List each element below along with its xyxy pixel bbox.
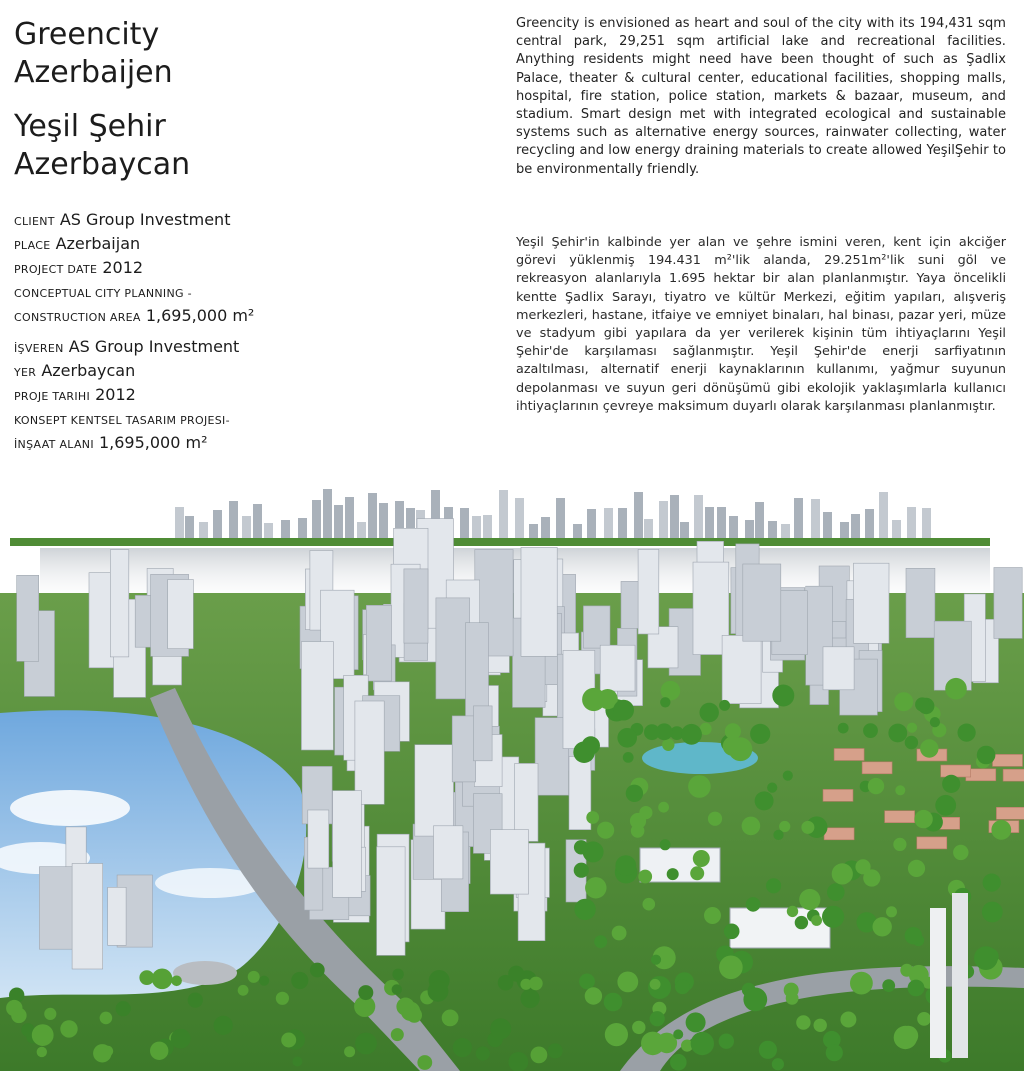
tree: [795, 916, 808, 929]
tree: [905, 736, 918, 749]
tree: [917, 1012, 931, 1026]
skyline-building: [634, 492, 643, 544]
tree: [743, 988, 767, 1012]
tree: [662, 739, 674, 751]
tree: [453, 1038, 472, 1057]
tree: [638, 870, 652, 884]
meta-row-insaat-alani: [14, 432, 354, 456]
tree: [574, 899, 595, 920]
project-title-block: [14, 16, 314, 184]
meta-row-proje-tarihi: [14, 384, 354, 408]
tree: [704, 907, 721, 924]
low-rise-building: [941, 765, 971, 777]
meta-label: KONSEPT KENTSEL TASARIM PROJESI-: [14, 414, 230, 427]
tower-block: [377, 847, 406, 956]
tree: [708, 812, 722, 826]
meta-row-place: [14, 233, 354, 257]
tree: [991, 820, 1011, 840]
tree: [908, 980, 925, 997]
tree: [700, 703, 719, 722]
tree: [152, 969, 173, 990]
tree: [392, 984, 402, 994]
tree: [238, 985, 249, 996]
tree: [358, 985, 373, 1000]
tree: [982, 902, 1003, 923]
tower-block: [108, 887, 126, 945]
tree: [814, 1019, 827, 1032]
tree: [755, 791, 774, 810]
skyline-building: [670, 495, 679, 544]
tower-block: [436, 598, 470, 699]
tower-block: [521, 547, 557, 656]
tower-block: [301, 642, 333, 750]
meta-value: 2012: [102, 258, 144, 277]
tree: [759, 1041, 777, 1059]
tree: [490, 1018, 511, 1039]
tree: [882, 979, 895, 992]
tower-block: [823, 647, 854, 690]
tree: [953, 845, 968, 860]
tree: [977, 746, 996, 765]
tree: [644, 724, 660, 740]
tree: [623, 752, 634, 763]
skyline-building: [379, 503, 388, 544]
tree: [171, 976, 182, 987]
tower-block: [404, 569, 428, 643]
skyline-building: [229, 501, 238, 544]
title-en-line2: Azerbaijen: [14, 55, 173, 90]
tree: [915, 697, 929, 711]
skyline-building: [312, 500, 321, 544]
tower-block: [994, 568, 1022, 639]
tower-block: [168, 580, 194, 649]
tree: [693, 850, 710, 867]
tree: [681, 724, 702, 745]
tree: [888, 724, 907, 743]
skyline-building: [811, 499, 820, 544]
tree: [139, 970, 154, 985]
meta-label: İNŞAAT ALANI: [14, 438, 94, 451]
tree: [529, 977, 543, 991]
tree: [579, 974, 595, 990]
tree: [442, 1010, 459, 1027]
tree: [582, 736, 600, 754]
tree: [787, 906, 798, 917]
tree: [660, 839, 671, 850]
low-rise-building: [917, 837, 947, 849]
tower-block: [474, 706, 493, 761]
tree: [686, 1012, 706, 1032]
title-en-line1: Greencity: [14, 17, 160, 52]
meta-row-konsept: [14, 408, 354, 432]
project-title-tr: [14, 108, 314, 184]
tree: [615, 855, 636, 876]
meta-label: PROJE TARIHI: [14, 390, 91, 403]
tree: [60, 1020, 77, 1037]
tree: [670, 1054, 687, 1071]
tree: [508, 1052, 528, 1071]
meta-row-project-date: [14, 257, 354, 281]
skyline-building: [755, 502, 764, 544]
tree: [259, 976, 269, 986]
meta-label: YER: [14, 366, 37, 379]
tree: [675, 979, 690, 994]
meta-label: CONCEPTUAL CITY PLANNING -: [14, 287, 192, 300]
skyline-building: [879, 492, 888, 544]
tower-block: [854, 563, 890, 643]
tree: [276, 992, 289, 1005]
project-title-en: [14, 16, 314, 92]
tree: [840, 1012, 856, 1028]
tree: [930, 717, 940, 727]
tower-block: [600, 645, 635, 691]
tree: [617, 972, 638, 993]
title-tr-line2: Azerbaycan: [14, 147, 191, 182]
tree: [214, 1016, 233, 1035]
tree: [407, 1007, 422, 1022]
tree: [171, 1029, 191, 1049]
tree: [898, 1026, 918, 1046]
tree: [291, 972, 308, 989]
tree: [784, 983, 799, 998]
tree: [37, 1047, 47, 1057]
tree: [691, 1032, 714, 1055]
tree: [631, 824, 645, 838]
skyline-building: [323, 489, 332, 544]
tree: [873, 917, 892, 936]
tree: [594, 935, 607, 948]
tree: [292, 1057, 302, 1067]
tree: [742, 817, 761, 836]
tree: [905, 927, 922, 944]
meta-value: Azerbaycan: [41, 361, 136, 380]
tree: [585, 877, 606, 898]
meta-value: 2012: [95, 385, 136, 404]
roundabout: [173, 961, 237, 985]
tree: [651, 955, 661, 965]
tree: [574, 863, 589, 878]
tower-block: [906, 568, 935, 637]
project-details-tr: [14, 336, 354, 456]
tree: [612, 926, 627, 941]
tree: [673, 1029, 683, 1039]
tree: [392, 969, 403, 980]
tower-block: [355, 701, 384, 804]
skyline-building: [499, 490, 508, 544]
tree: [617, 728, 637, 748]
project-details-en: [14, 209, 354, 329]
low-rise-building: [862, 762, 892, 774]
meta-value: Azerbaijan: [55, 234, 141, 253]
tree: [248, 971, 260, 983]
tree: [832, 863, 853, 884]
tree: [914, 810, 932, 828]
tree: [643, 898, 656, 911]
tree: [690, 866, 704, 880]
tree: [827, 883, 845, 901]
tower-block: [638, 549, 659, 634]
tree: [983, 874, 1001, 892]
tree: [150, 1042, 168, 1060]
description-tr: Yeşil Şehir'in kalbinde yer alan ve şehre ismini veren, kent için akciğer görevi yüklenmiş 194.431 m²'lik alanda, 29.251m²'lik suni göl ve rekreasyon alanlarıyla 1.695 hektar bir alan planlanmıştır. Yaya öncelikli kentte Şadlix Sarayı, tiyatro ve kültür Merkezi, eğitim yapıları, alışveriş merkezleri, hastane, itfaiye ve emniyet binaları, hal binası, pazar yeri, müze ve stadyum gibi yapılara da yer verilerek kişinin tüm ihtiyaçlarını Yeşil Şehir'de karşılaması sağlanmıştır. Yeşil Şehir'de enerji sarfiyatının azaltılması, alternatif enerji kaynaklarının kullanımı, yağmur suyunun depolanması ve suyun geri dönüşümü gibi ekolojik yaklaşımlarla kullanıcı ihtiyaçlarının çevreye maksimum duyarlı olarak karşılanması planlanmıştır.: [516, 235, 1006, 414]
tree: [604, 993, 623, 1012]
tree: [650, 1011, 665, 1026]
tree: [868, 778, 884, 794]
tree: [391, 1028, 404, 1041]
meta-row-client: [14, 209, 354, 233]
meta-label: PROJECT DATE: [14, 263, 98, 276]
tree: [893, 838, 906, 851]
tree: [811, 915, 822, 926]
tree: [942, 775, 960, 793]
tree: [719, 956, 743, 980]
meta-label: CONSTRUCTION AREA: [14, 311, 141, 324]
tree: [900, 964, 913, 977]
tree: [188, 993, 203, 1008]
tree: [908, 860, 925, 877]
low-rise-building: [834, 749, 864, 761]
skyline-building: [694, 495, 703, 544]
tree: [826, 1044, 843, 1061]
tree: [632, 1021, 645, 1034]
tree: [641, 1032, 665, 1056]
low-rise-building: [824, 828, 854, 840]
meta-row-planning: [14, 281, 354, 305]
meta-value: 1,695,000 m²: [145, 306, 255, 325]
skyline-building: [794, 498, 803, 544]
low-rise-building: [885, 811, 915, 823]
tower-block: [452, 716, 475, 782]
tree: [100, 1012, 113, 1025]
skyline-panorama: [10, 489, 990, 546]
tree: [574, 840, 588, 854]
tower-block: [743, 564, 781, 641]
meta-value: AS Group Investment: [68, 337, 240, 356]
tree: [838, 723, 849, 734]
tree: [746, 897, 761, 912]
low-rise-building: [996, 807, 1024, 819]
tree: [750, 724, 770, 744]
meta-label: İŞVEREN: [14, 342, 64, 355]
meta-label: CLIENT: [14, 215, 55, 228]
tree: [799, 889, 820, 910]
tree: [935, 795, 956, 816]
tower-block: [39, 867, 76, 950]
skyline-building: [345, 497, 354, 544]
tree: [895, 785, 905, 795]
tree: [344, 1046, 355, 1057]
tree: [660, 697, 670, 707]
tree: [886, 906, 897, 917]
tree: [767, 783, 777, 793]
tower-block: [366, 605, 391, 681]
tree: [613, 700, 634, 721]
tree: [855, 859, 870, 874]
tree: [476, 1046, 490, 1060]
meta-row-yer: [14, 360, 354, 384]
tree: [44, 1008, 56, 1020]
tree: [508, 966, 524, 982]
tree: [907, 723, 917, 733]
tree: [688, 775, 711, 798]
tree: [548, 1043, 563, 1058]
tree: [586, 811, 599, 824]
meta-label: PLACE: [14, 239, 51, 252]
tree: [6, 1000, 22, 1016]
tower-block: [415, 745, 454, 836]
low-rise-building: [1003, 769, 1024, 781]
tower-block: [72, 864, 103, 970]
tree: [310, 963, 325, 978]
tree: [773, 830, 783, 840]
tree: [93, 1044, 111, 1062]
tower-block: [583, 606, 610, 648]
tree: [531, 1047, 548, 1064]
tower-block: [333, 791, 362, 898]
tree: [667, 868, 679, 880]
low-rise-building: [823, 789, 853, 801]
tree: [658, 802, 669, 813]
tree: [958, 724, 976, 742]
tree: [724, 924, 740, 940]
tower-block: [17, 575, 39, 661]
tree: [521, 989, 540, 1008]
tree: [355, 1033, 377, 1055]
meta-value: 1,695,000 m²: [98, 433, 208, 452]
tree: [428, 981, 449, 1002]
description-en: Greencity is envisioned as heart and soul of the city with its 194,431 sqm central park, 29,251 sqm artificial lake and recreational facilities. Anything residents might need have been thought of such as Şadlix Palace, theater & cultural center, educational facilities, shopping malls, hospital, fire station, police station, markets & bazaar, museum, and stadium. Smart design met with integrated ecological and sustainable systems such as alternative energy sources, rainwater collecting, water recycling and low energy draining materials to create allowed YeşilŞehir to be environmentally friendly.: [516, 16, 1006, 177]
tree: [894, 692, 913, 711]
title-tr-line1: Yeşil Şehir: [14, 109, 166, 144]
tree: [723, 737, 742, 756]
skyline-greenbelt: [10, 538, 990, 546]
tower-block: [308, 810, 329, 868]
tree: [585, 987, 602, 1004]
tree: [626, 785, 643, 802]
tree: [650, 979, 661, 990]
city-rendering: [0, 488, 1024, 1071]
tree: [605, 1023, 628, 1046]
skyline-building: [556, 498, 565, 544]
skyline-building: [515, 498, 524, 544]
tree: [772, 1058, 784, 1070]
tree: [116, 1001, 131, 1016]
tree: [822, 906, 844, 928]
tower-block: [722, 635, 761, 703]
meta-row-construction-area: [14, 305, 354, 329]
low-rise-building: [993, 754, 1023, 766]
tree: [719, 700, 730, 711]
tree: [281, 1033, 296, 1048]
tree: [417, 1055, 432, 1070]
tree: [850, 972, 873, 995]
city-rendering-image: [0, 488, 1024, 1071]
meta-row-isveren: [14, 336, 354, 360]
skyline-building: [659, 501, 668, 544]
tree: [772, 685, 794, 707]
tree: [863, 723, 878, 738]
tower-block: [434, 826, 463, 879]
tree: [796, 1015, 810, 1029]
meta-value: AS Group Investment: [59, 210, 231, 229]
skyline-building: [368, 493, 377, 544]
tree: [783, 771, 793, 781]
tree: [801, 821, 814, 834]
tree: [639, 806, 652, 819]
tower-block: [490, 830, 528, 895]
tower-block: [110, 550, 129, 657]
tree: [920, 739, 938, 757]
tree: [597, 822, 614, 839]
tree: [974, 946, 998, 970]
tree: [719, 1034, 734, 1049]
tree: [32, 1024, 54, 1046]
tree: [766, 878, 781, 893]
tree: [945, 678, 967, 700]
